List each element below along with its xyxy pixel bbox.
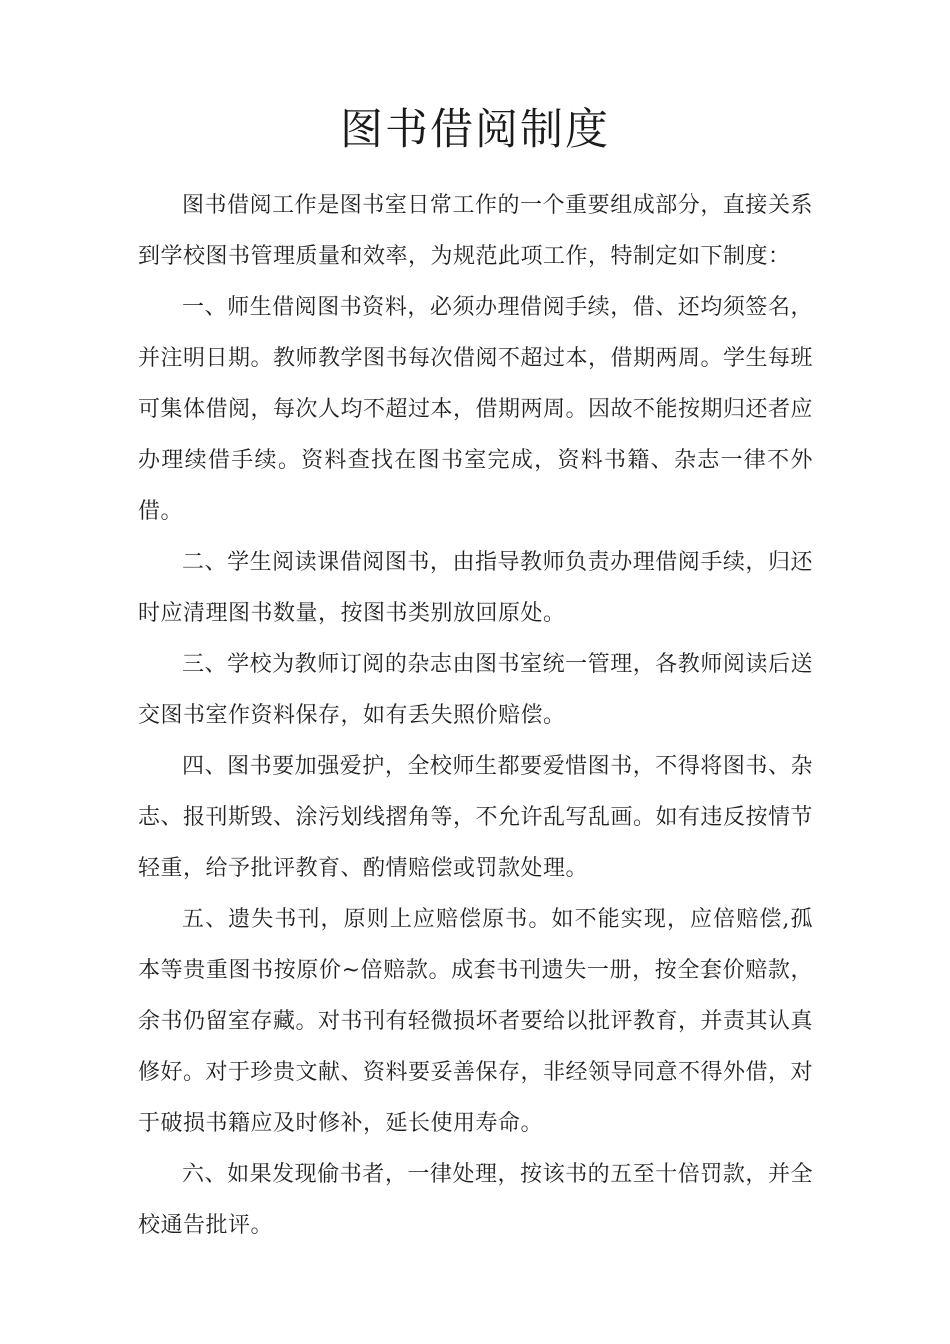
document-body xyxy=(138,180,813,1251)
paragraph-rule-1: 一、师生借阅图书资料，必须办理借阅手续，借、还均须签名，并注明日期。教师教学图书每次借阅不超过本，借期两周。学生每班可集体借阅，每次人均不超过本，借期两周。因故不能按期归还者应办理续借手续。资料查找在图书室完成，资料书籍、杂志一律不外借。 xyxy=(138,295,814,524)
paragraph-rule-6: 六、如果发现偷书者，一律处理，按该书的五至十倍罚款，并全校通告批评。 xyxy=(138,1162,813,1238)
paragraph-intro: 图书借阅工作是图书室日常工作的一个重要组成部分，直接关系到学校图书管理质量和效率，为规范此项工作，特制定如下制度： xyxy=(138,193,813,269)
paragraph-rule-5: 五、遗失书刊，原则上应赔偿原书。如不能实现，应倍赔偿,孤本等贵重图书按原价~倍赔款。成套书刊遗失一册，按全套价赔款，余书仍留室存藏。对书刊有轻微损坏者要给以批评教育，并责其认真修好。对于珍贵文献、资料要妥善保存，非经领导同意不得外借，对于破损书籍应及时修补，延长使用寿命。 xyxy=(138,907,814,1136)
paragraph-rule-3: 三、学校为教师订阅的杂志由图书室统一管理，各教师阅读后送交图书室作资料保存，如有丢失照价赔偿。 xyxy=(138,652,813,728)
document-title: 图书借阅制度 xyxy=(340,105,610,155)
paragraph-rule-4: 四、图书要加强爱护，全校师生都要爱惜图书，不得将图书、杂志、报刊斯毁、涂污划线摺角等，不允许乱写乱画。如有违反按情节轻重，给予批评教育、酌情赔偿或罚款处理。 xyxy=(138,754,814,881)
paragraph-rule-2: 二、学生阅读课借阅图书，由指导教师负责办理借阅手续，归还时应清理图书数量，按图书类别放回原处。 xyxy=(138,550,813,626)
